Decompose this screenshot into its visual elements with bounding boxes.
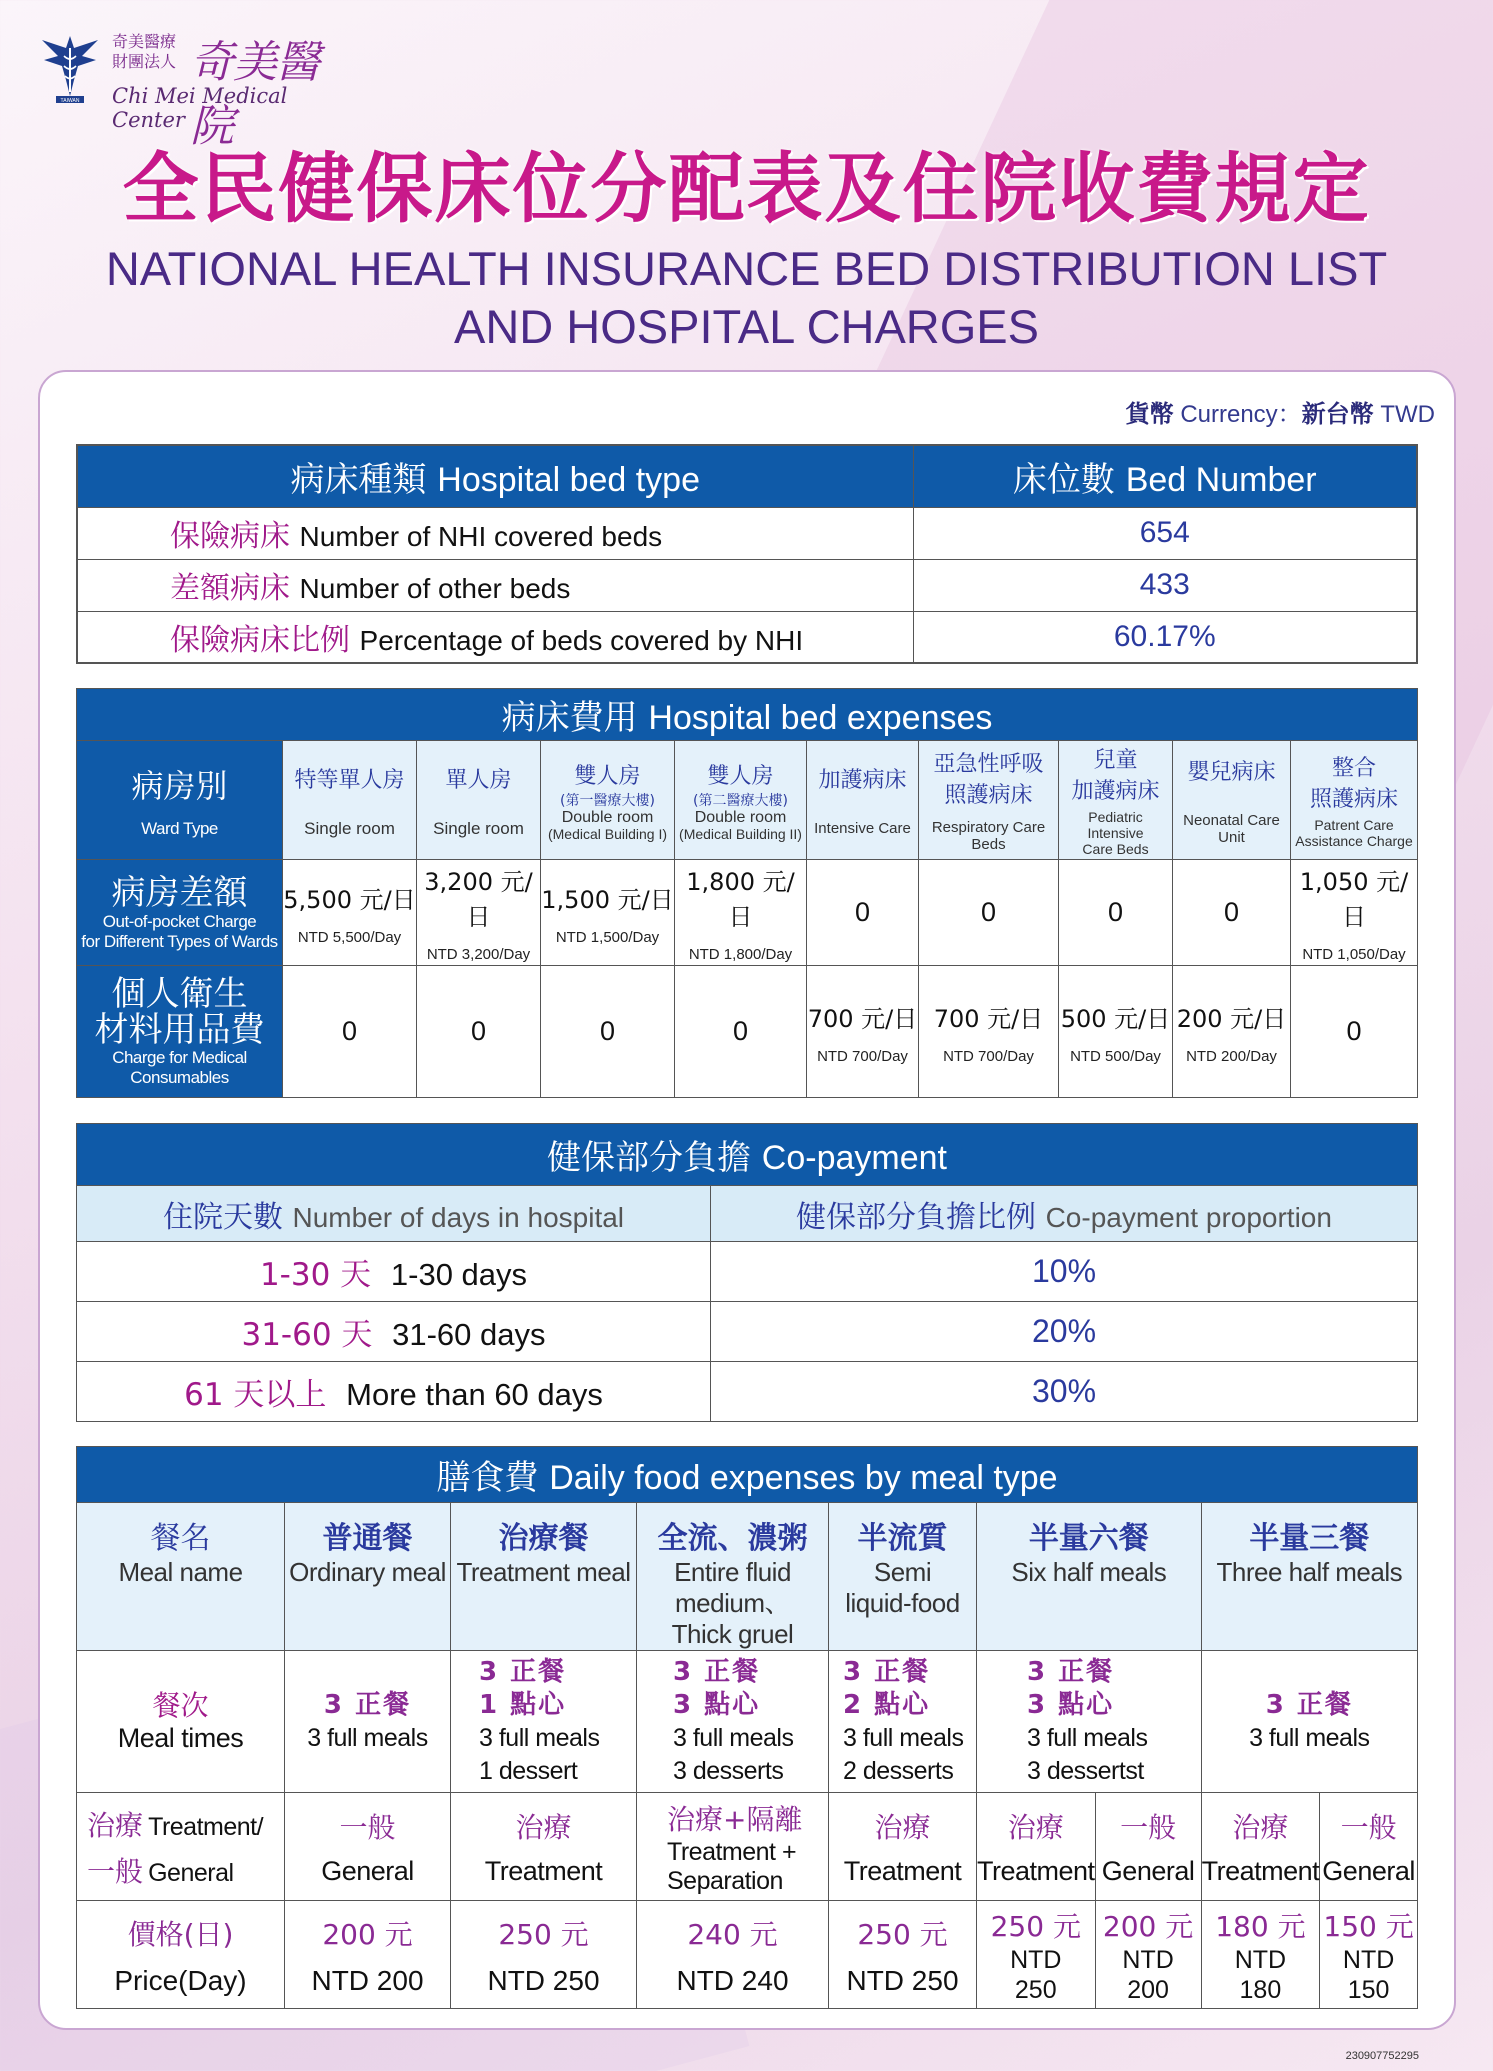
meal-type-row: 治療 Treatment/ 一般 General 一般 General 治療 Treatment 治療+隔離 Treatment + Separation 治療 Treatment 治療 Treatment 一般 General 治療 Treatment 一般 General — [77, 1793, 1418, 1901]
logo-small-text: 奇美醫療 財團法人 — [112, 32, 177, 71]
copayment-subheader: 住院天數 Number of days in hospital 健保部分負擔比例 Co-payment proportion — [77, 1186, 1418, 1242]
table-row: 病房差額 Out-of-pocket Charge for Different Types of Wards 5,500 元/日 NTD 5,500/Day 3,200 元/日 NTD 3,200/Day 1,500 元/日 NTD 1,500/Day 1,800 元/日 NTD 1,800/Day 0 0 0 0 1,050 元/日 NTD 1,050/Day — [77, 860, 1418, 966]
food-expense-table — [76, 1446, 1418, 2009]
bed-number-table — [76, 444, 1418, 664]
logo-badge: TAIWAN — [60, 98, 80, 104]
consumables-row-header: 個人衛生 材料用品費 Charge for Medical Consumables — [77, 966, 283, 1098]
ward-column-header: 雙人房 (第二醫療大樓) Double room (Medical Building II) — [675, 741, 807, 860]
meal-price-row: 價格(日) Price(Day) 200 元 NTD 200 250 元 NTD 250 240 元 NTD 240 250 元 NTD 250 250 元 NTD 250 200 元 NTD 200 180 元 NTD 180 150 元 NTD 150 — [77, 1901, 1418, 2009]
ward-column-header: 亞急性呼吸 照護病床 Respiratory Care Beds — [919, 741, 1059, 860]
table-row: 61 天以上 More than 60 days 30% — [77, 1362, 1418, 1422]
table-row: 差額病床 Number of other beds 433 — [77, 559, 1417, 611]
ward-column-header: 加護病床 Intensive Care — [807, 741, 919, 860]
ward-column-header: 雙人房 (第一醫療大樓) Double room (Medical Building I) — [541, 741, 675, 860]
table-row: 保險病床 Number of NHI covered beds 654 — [77, 507, 1417, 559]
table-row: 保險病床比例 Percentage of beds covered by NHI 60.17% — [77, 611, 1417, 663]
ward-column-header: 兒童 加護病床 Pediatric Intensive Care Beds — [1059, 741, 1173, 860]
table-row: 個人衛生 材料用品費 Charge for Medical Consumables 0 0 0 0 700 元/日 NTD 700/Day 700 元/日 NTD 700/Day 500 元/日 NTD 500/Day 200 元/日 NTD 200/Day 0 — [77, 966, 1418, 1098]
bed-expense-table — [76, 688, 1418, 1098]
copayment-table — [76, 1123, 1418, 1422]
bed-number-header: 床位數 Bed Number — [913, 445, 1417, 507]
ward-column-header: 整合 照護病床 Patrent Care Assistance Charge — [1291, 741, 1418, 860]
logo-english-name: Chi Mei Medical Center — [112, 84, 288, 132]
page-title-en: NATIONAL HEALTH INSURANCE BED DISTRIBUTION LIST AND HOSPITAL CHARGES — [105, 242, 1388, 353]
eagle-emblem-icon — [38, 26, 102, 104]
ward-charge-row-header: 病房差額 Out-of-pocket Charge for Different Types of Wards — [77, 860, 283, 966]
page-title-zh: 全民健保床位分配表及住院收費規定 — [122, 144, 1371, 233]
currency-note: 貨幣 Currency：新台幣 TWD — [1125, 400, 1435, 428]
hospital-logo — [38, 22, 358, 152]
table-row: 31-60 天 31-60 days 20% — [77, 1302, 1418, 1362]
ward-column-header: 嬰兒病床 Neonatal Care Unit — [1173, 741, 1291, 860]
copayment-caption: 健保部分負擔 Co-payment — [77, 1124, 1418, 1186]
bed-type-header: 病床種類 Hospital bed type — [77, 445, 913, 507]
meal-times-row: 餐次 Meal times 3 正餐 3 full meals 3 正餐 1 點心 3 full meals 1 dessert 3 正餐 3 點心 3 full meals 3 desserts 3 正餐 2 點心 3 full meals 2 desserts 3 正餐 3 點心 3 full meals 3 dessertst 3 正餐 3 full meals — [77, 1651, 1418, 1793]
ward-type-header: 病房別 Ward Type — [77, 741, 283, 860]
document-number: 230907752295 — [1345, 2050, 1419, 2062]
ward-column-header: 單人房 Single room — [417, 741, 541, 860]
table-row: 1-30 天 1-30 days 10% — [77, 1242, 1418, 1302]
bed-expense-caption: 病床費用 Hospital bed expenses — [77, 689, 1418, 741]
ward-column-header: 特等單人房 Single room — [283, 741, 417, 860]
logo-wordmark: 奇美醫院 — [190, 37, 319, 152]
food-expense-caption: 膳食費 Daily food expenses by meal type — [77, 1447, 1418, 1503]
meal-name-row: 餐名 Meal name 普通餐 Ordinary meal 治療餐 Treatment meal 全流、濃粥 Entire fluid medium、 Thick gruel 半流質 Semi liquid-food 半量六餐 Six half meals 半量三餐 Three half meals — [77, 1503, 1418, 1651]
